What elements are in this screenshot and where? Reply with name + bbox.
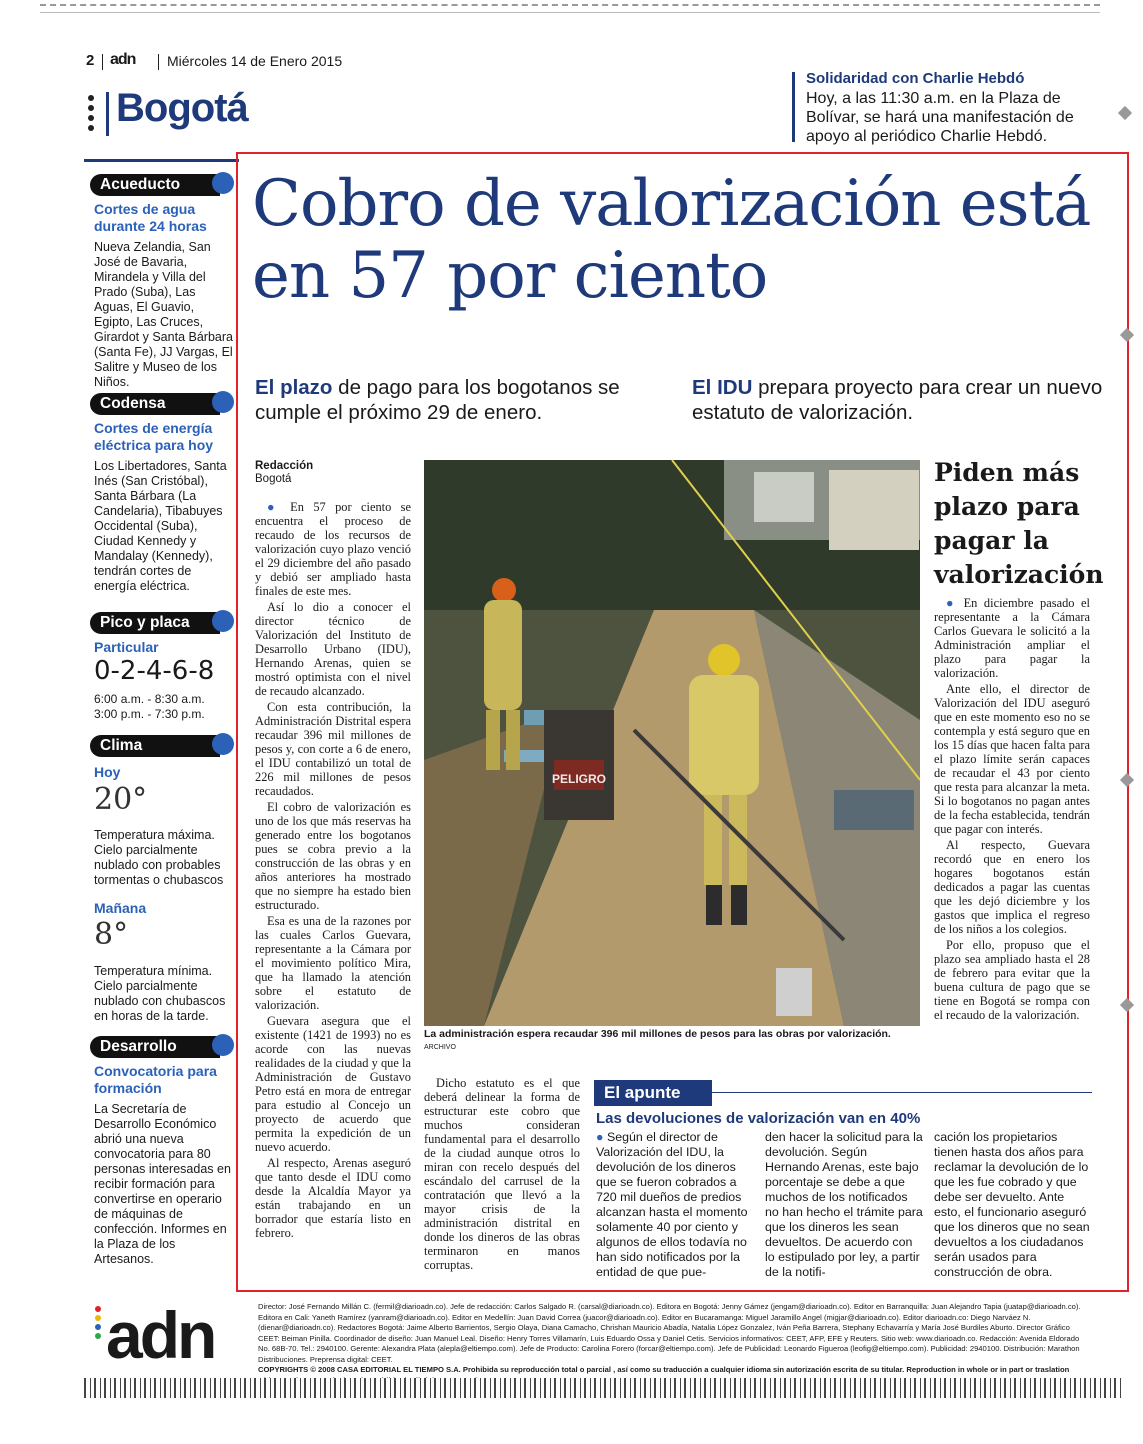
byline-author: Redacción	[255, 460, 314, 472]
construction-photo	[424, 460, 920, 1026]
article-column-1	[255, 500, 411, 1242]
desarrollo-text: La Secretaría de Desarrollo Económico abrió una nueva convocatoria para 80 personas interesadas en recibir formación para convertirse en operario de máquinas de confección. Informes en la Plaza de los Artesanos.	[94, 1102, 231, 1266]
footer-logo-dots	[95, 1306, 103, 1342]
paragraph: Guevara asegura que el existente (1421 de 1993) no es acorde con las nuevas realidades de la ciudad y que la Administración de Gustavo Petro está en mora de entregar para estudio al Concejo un proyecto de acuerdo que permita la expedición de un nuevo acuerdo.	[255, 1014, 411, 1154]
scan-top-rule	[40, 12, 1100, 13]
photo-caption	[424, 1028, 920, 1052]
deck-left	[255, 375, 675, 425]
speech-bubble-icon	[212, 610, 234, 632]
deck-right	[692, 375, 1112, 425]
sidebar-tag-codensa: Codensa	[90, 393, 220, 415]
sidebar-tag-pico-y-placa: Pico y placa	[90, 612, 220, 634]
promo-bar	[792, 72, 795, 142]
promo-title: Solidaridad con Charlie Hebdó	[806, 70, 1025, 87]
desarrollo-subtitle: Convocatoria para formación	[94, 1063, 217, 1096]
footer-credits	[258, 1302, 1088, 1386]
clima-today-label: Hoy	[94, 764, 121, 780]
article-headline: Cobro de valorización está en 57 por ciento	[252, 167, 1091, 313]
paragraph: Por ello, propuso que el plazo sea ampliado hasta el 28 de febrero para evitar que la buena cultura de pago que se tiene en Bogotá se rompa con el recaudo de la valorización.	[934, 938, 1090, 1022]
pico-subtitle: Particular	[94, 639, 159, 655]
promo-text: Hoy, a las 11:30 a.m. en la Plaza de Bolívar, se hará una manifestación de apoyo al periódico Charlie Hebdó.	[806, 90, 1074, 145]
sidebar-tag-clima: Clima	[90, 735, 220, 757]
paragraph: Dicho estatuto es el que deberá delinear la forma de estructurar este cobro que muchos consideran fundamental para el desarrollo de la ciudad aunque otros lo miran con recelo después del escándalo del carrusel de la contratación que llevó a la mayor crisis de la administración distrital en donde los dineros de las obras terminaron en manos corruptas.	[424, 1076, 580, 1272]
apunte-column-1: ● Según el director de Valorización del IDU, la devolución de los dineros que se fueron cobrados a 720 mil dueños de predios alcanzan hasta el momento solamente 40 por ciento y algunos de ellos todavía no han sido notificados por la entidad de que pue-	[596, 1130, 748, 1279]
apunte-headline: Las devoluciones de valorización van en 40%	[596, 1110, 921, 1127]
brand-mini-logo: adn	[110, 51, 136, 68]
issue-date: Miércoles 14 de Enero 2015	[167, 53, 343, 69]
paragraph: Ante ello, el director de Valorización del IDU aseguró que en este momento eso no se contempla y está seguro que en los 15 días que hacen falta para el plazo límite serán capaces de recaudar el 43 por ciento que resta para alcanzar la meta. Si lo bogotanos no pagan antes de la fecha establecida, tendrán que pagar con interés.	[934, 682, 1090, 836]
speech-bubble-icon	[212, 1034, 234, 1056]
acueducto-text: Nueva Zelandia, San José de Bavaria, Mirandela y Villa del Prado (Suba), Las Aguas, El Guavio, Egipto, Las Cruces, Girardot y Santa Bárbara (Santa Fe), JJ Vargas, El Salitre y Museo de los Niños.	[94, 240, 233, 389]
apunte-rule	[712, 1092, 1092, 1093]
registration-mark-icon	[1118, 106, 1132, 120]
sidestory-title: Piden más plazo para pagar la valorización	[934, 458, 1104, 589]
speech-bubble-icon	[212, 172, 234, 194]
pico-hours: 6:00 a.m. - 8:30 a.m. 3:00 p.m. - 7:30 p.m.	[94, 692, 205, 721]
apunte-tag: El apunte	[594, 1080, 712, 1106]
folio-divider	[158, 54, 159, 70]
article-column-2	[424, 1076, 580, 1274]
sidebar-top-rule	[84, 159, 239, 162]
clima-tomorrow-label: Mañana	[94, 900, 147, 916]
speech-bubble-icon	[212, 391, 234, 413]
section-title: Bogotá	[116, 86, 248, 130]
byline	[255, 460, 313, 486]
deck-right-lead: El IDU	[692, 376, 753, 399]
byline-place: Bogotá	[255, 473, 292, 485]
clima-today-temp: 20°	[94, 782, 148, 817]
clima-tomorrow-text: Temperatura mínima. Cielo parcialmente nublado con chubascos en horas de la tarde.	[94, 964, 226, 1023]
paragraph: ● En 57 por ciento se encuentra el proceso de recaudo de los recursos de valorización cuyo plazo venció el 29 diciembre del año pasado y debió ser ampliado hasta finales de este mes.	[255, 500, 411, 598]
paragraph: Al respecto, Arenas aseguró que tanto desde el IDU como desde la Alcaldía Mayor ya están trabajando en un borrador que estaría listo en febrero.	[255, 1156, 411, 1240]
scan-bottom-bars	[84, 1378, 1124, 1398]
paragraph: Con esta contribución, la Administración Distrital espera recaudar 396 mil millones de pesos y, con corte a 6 de enero, el IDU contabilizó un total de 226 mil millones de pesos recaudados.	[255, 700, 411, 798]
codensa-text: Los Libertadores, Santa Inés (San Cristóbal), Santa Bárbara (La Candelaria), Tibabuyes Occidental (Suba), Ciudad Kennedy y Mandalay (Kennedy), tendrán cortes de energía eléctrica.	[94, 459, 227, 593]
deck-right-text: prepara proyecto para crear un nuevo estatuto de valorización.	[692, 376, 1103, 424]
credits-text: Director: José Fernando Millán C. (fermil@diarioadn.co). Jefe de redacción: Carlos Salgado R. (carsal@diarioadn.co). Editora en Bogotá: Jenny Gámez (jengam@diarioadn.co). Editor en Barranquilla: Juan Alejandro Tapia (juatap@diarioadn.co). Editora en Cali: Yaneth Ramírez (yanram@diarioadn.co). Editor en Medellín: Juan David Correa (juacor@diarioadn.co). Editor en Bucaramanga: Miguel Jaramillo Angel (migjar@diarioadn.co). Editor diarioadn.co: Diego Narváez N. (dienar@diarioadn.co). Redactores Bogotá: Jaime Alberto Barrientos, Sergio Olaya, Diana Camacho, Chrishan Mauricio Abadía, Natalia López Gonzalez, Iván Peña Barrera, Stephany Echavarría y María José Burdiles Aburto. Director Gráfico CEET: Beiman Pinilla. Coordinador de diseño: Juan Manuel Leal. Diseño: Henry Torres Villamarín, Luis Eduardo Ossa y Daniel Cetis. Servicios informativos: CEET, AFP, EFE y Reuters. Sitio web: www.diarioadn.co. Redacción: Avenida Eldorado No. 68B-70. Tel.: 2940100. Gerente: Alexandra Plata (alepla@eltiempo.com). Jefe de Producto: Carolina Forero (forcar@eltiempo.com). Jefe de Publicidad: Leonardo Figueroa (leofig@eltiempo.com). Publicidad: 2940100. Distribución: Marathon Distribuciones. Preprensa digital: CEET.	[258, 1302, 1081, 1364]
clima-today-text: Temperatura máxima. Cielo parcialmente nublado con probables tormentas o chubascos	[94, 828, 224, 887]
page-number: 2	[86, 52, 95, 69]
paragraph: Esa es una de la razones por las cuales Carlos Guevara, representante a la Cámara por el movimiento político Mira, que ha llamado la atención sobre el estatuto de valorización.	[255, 914, 411, 1012]
scan-top-dashes	[40, 4, 1100, 9]
apunte-column-2: den hacer la solicitud para la devolución. Según Hernando Arenas, este bajo porcentaje se debe a que muchos de los notificados no han hecho el trámite para que los dineros les sean devueltos. De acuerdo con lo estipulado por ley, a partir de la notifi-	[765, 1130, 923, 1279]
paragraph: Al respecto, Guevara recordó que en enero los hogares bogotanos están dedicados a pagar las cuentas que les dejó diciembre y los gastos que implica el regreso de los niños a los colegios.	[934, 838, 1090, 936]
sidebar-tag-acueducto: Acueducto	[90, 174, 220, 196]
paragraph: ● En diciembre pasado el representante a la Cámara Carlos Guevara le solicitó a la Administración ampliar el plazo para pagar la valorización.	[934, 596, 1090, 680]
section-dots-icon	[88, 95, 96, 135]
sidestory-column	[934, 596, 1090, 1024]
paragraph: El cobro de valorización es uno de los que más reservas ha generado entre los bogotanos pues se cobra previo a la construcción de las obras y en años anteriores ha mostrado que no siempre ha estado bien estructurado.	[255, 800, 411, 912]
codensa-subtitle: Cortes de energía eléctrica para hoy	[94, 420, 214, 453]
clima-tomorrow-temp: 8°	[94, 917, 129, 952]
caption-text: La administración espera recaudar 396 mil millones de pesos para las obras por valorización.	[424, 1028, 891, 1040]
apunte-column-3: cación los propietarios tienen hasta dos años para reclamar la devolución de lo que les fue cobrado y que debe ser devuelto. Ante esto, el funcionario aseguró que los dineros que no sean devueltos a los ciudadanos serán usados para construcción de obra.	[934, 1130, 1090, 1279]
deck-left-lead: El plazo	[255, 376, 333, 399]
caption-credit: ARCHIVO	[424, 1044, 456, 1051]
pico-digits: 0-2-4-6-8	[94, 656, 215, 686]
section-bar	[106, 92, 109, 136]
acueducto-subtitle: Cortes de agua durante 24 horas	[94, 201, 207, 234]
speech-bubble-icon	[212, 733, 234, 755]
folio-divider	[102, 54, 103, 70]
warning-sign-text: PELIGRO	[552, 772, 607, 786]
deck-left-text: de pago para los bogotanos se cumple el próximo 29 de enero.	[255, 376, 620, 424]
sidebar-tag-desarrollo: Desarrollo	[90, 1036, 220, 1058]
copyright-text: COPYRIGHTS © 2008 CASA EDITORIAL EL TIEMPO S.A. Prohibida su reproducción total o parcial , así como su traducción a cualquier idioma sin autorización escrita de su titular. Reproduction in whole or in part or traslation	[258, 1365, 1070, 1374]
paragraph: Así lo dio a conocer el director técnico de Valorización del Instituto de Desarrollo Urbano (IDU), Hernando Arenas, quien se mostró optimista con el nivel de recaudo alcanzado.	[255, 600, 411, 698]
workers-illustration	[424, 460, 920, 1026]
footer-logo: adn	[106, 1298, 215, 1372]
